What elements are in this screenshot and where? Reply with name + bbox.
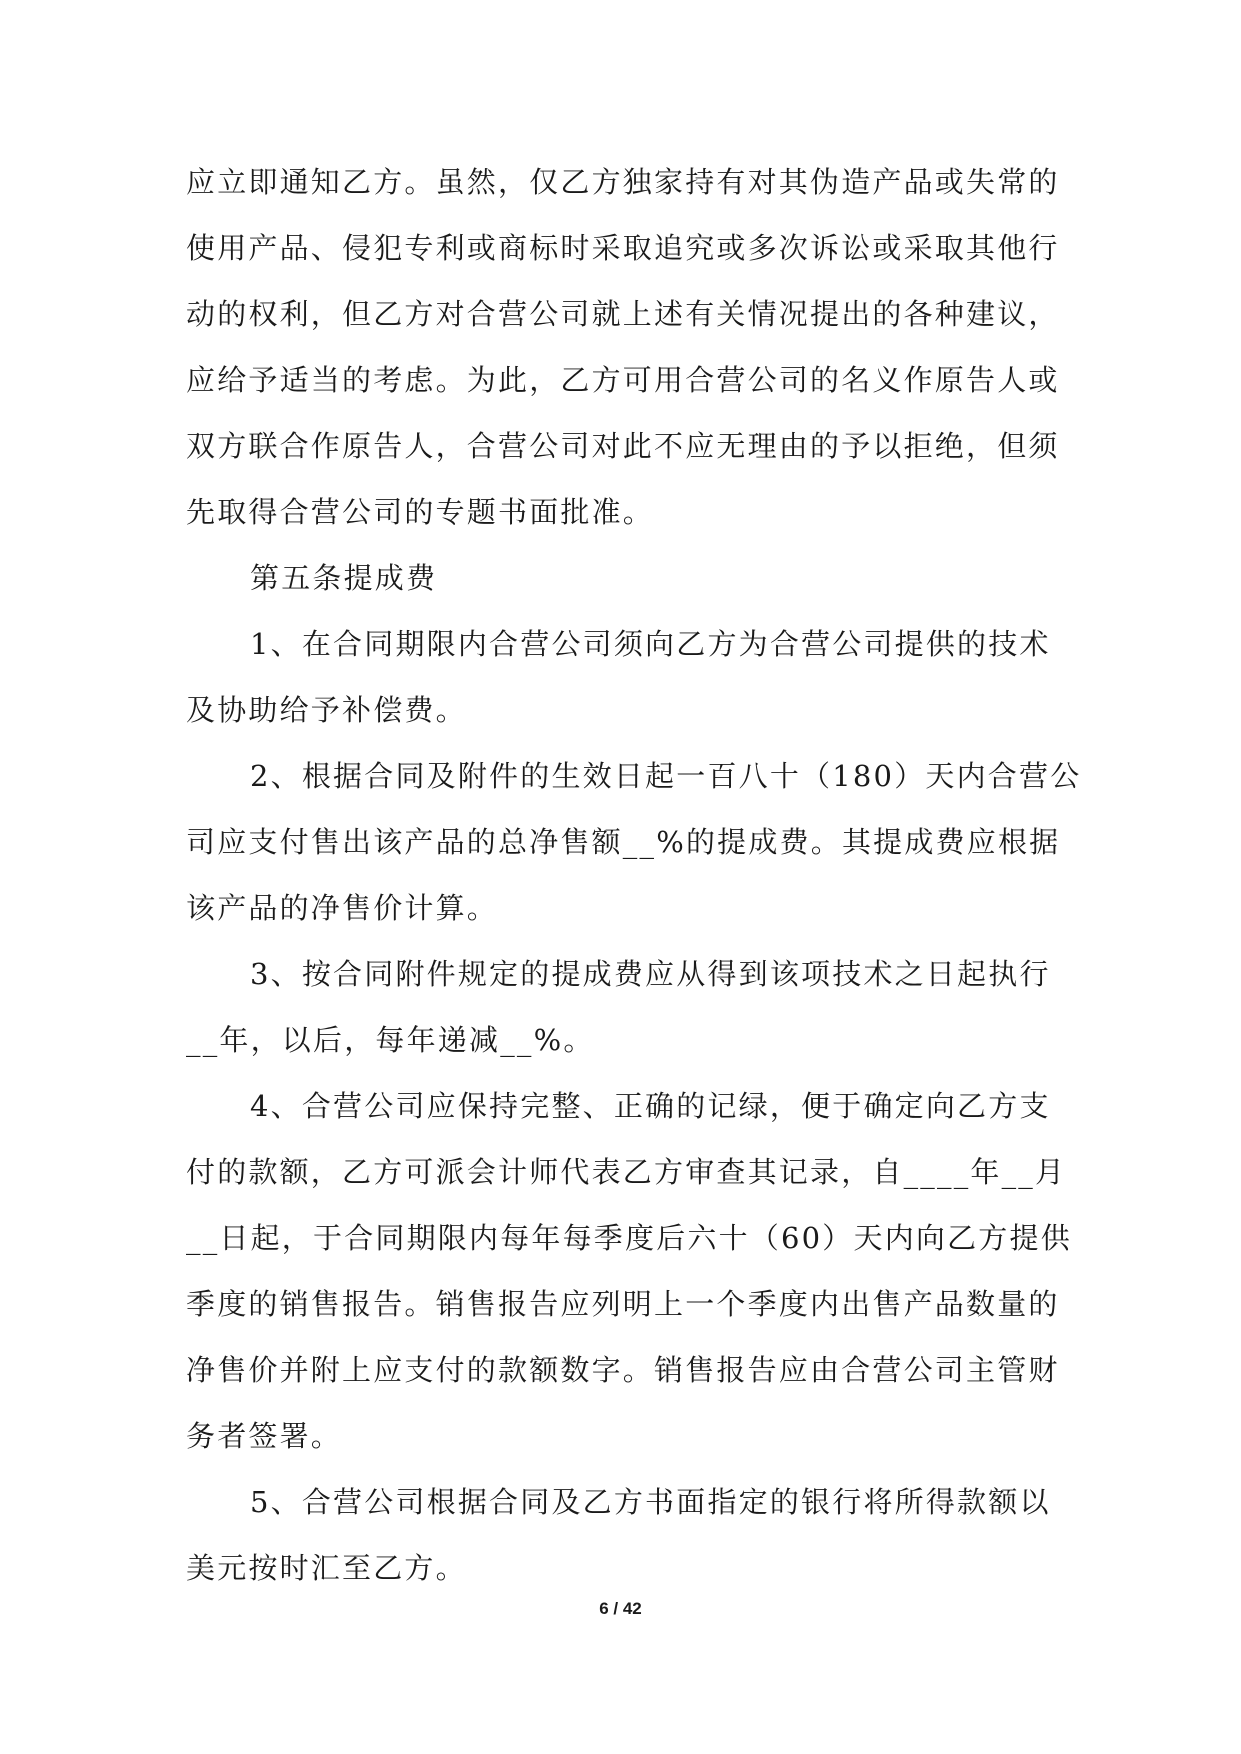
paragraph-line: 使用产品、侵犯专利或商标时采取追究或多次诉讼或采取其他行 — [186, 231, 1060, 265]
clause-4-line: 4、合营公司应保持完整、正确的记绿，便于确定向乙方支 — [250, 1089, 1051, 1123]
clause-5-line: 美元按时汇至乙方。 — [186, 1551, 467, 1585]
clause-4-line: 付的款额，乙方可派会计师代表乙方审查其记录，自____年__月 — [186, 1155, 1067, 1189]
clause-2-line: 2、根据合同及附件的生效日起一百八十（180）天内合营公 — [250, 759, 1082, 793]
paragraph-line: 双方联合作原告人，合营公司对此不应无理由的予以拒绝，但须 — [186, 429, 1060, 463]
section-heading: 第五条提成费 — [250, 561, 438, 595]
clause-2-line: 该产品的净售价计算。 — [186, 891, 499, 925]
clause-4-line: __日起，于合同期限内每年每季度后六十（60）天内向乙方提供 — [186, 1221, 1072, 1255]
paragraph-line: 应给予适当的考虑。为此，乙方可用合营公司的名义作原告人或 — [186, 363, 1060, 397]
clause-3-line: 3、按合同附件规定的提成费应从得到该项技术之日起执行 — [250, 957, 1051, 991]
clause-2-line: 司应支付售出该产品的总净售额__%的提成费。其提成费应根据 — [186, 825, 1061, 859]
page-number: 6 / 42 — [599, 1599, 642, 1618]
paragraph-line: 应立即通知乙方。虽然，仅乙方独家持有对其伪造产品或失常的 — [186, 165, 1060, 199]
clause-4-line: 净售价并附上应支付的款额数字。销售报告应由合营公司主管财 — [186, 1353, 1060, 1387]
paragraph-line: 动的权利，但乙方对合营公司就上述有关情况提出的各种建议， — [186, 297, 1060, 331]
paragraph-line: 先取得合营公司的专题书面批准。 — [186, 495, 655, 529]
clause-1-line: 及协助给予补偿费。 — [186, 693, 467, 727]
clause-4-line: 季度的销售报告。销售报告应列明上一个季度内出售产品数量的 — [186, 1287, 1060, 1321]
clause-3-line: __年，以后，每年递减__%。 — [186, 1023, 595, 1057]
clause-5-line: 5、合营公司根据合同及乙方书面指定的银行将所得款额以 — [250, 1485, 1051, 1519]
clause-1-line: 1、在合同期限内合营公司须向乙方为合营公司提供的技术 — [250, 627, 1051, 661]
clause-4-line: 务者签署。 — [186, 1419, 343, 1453]
